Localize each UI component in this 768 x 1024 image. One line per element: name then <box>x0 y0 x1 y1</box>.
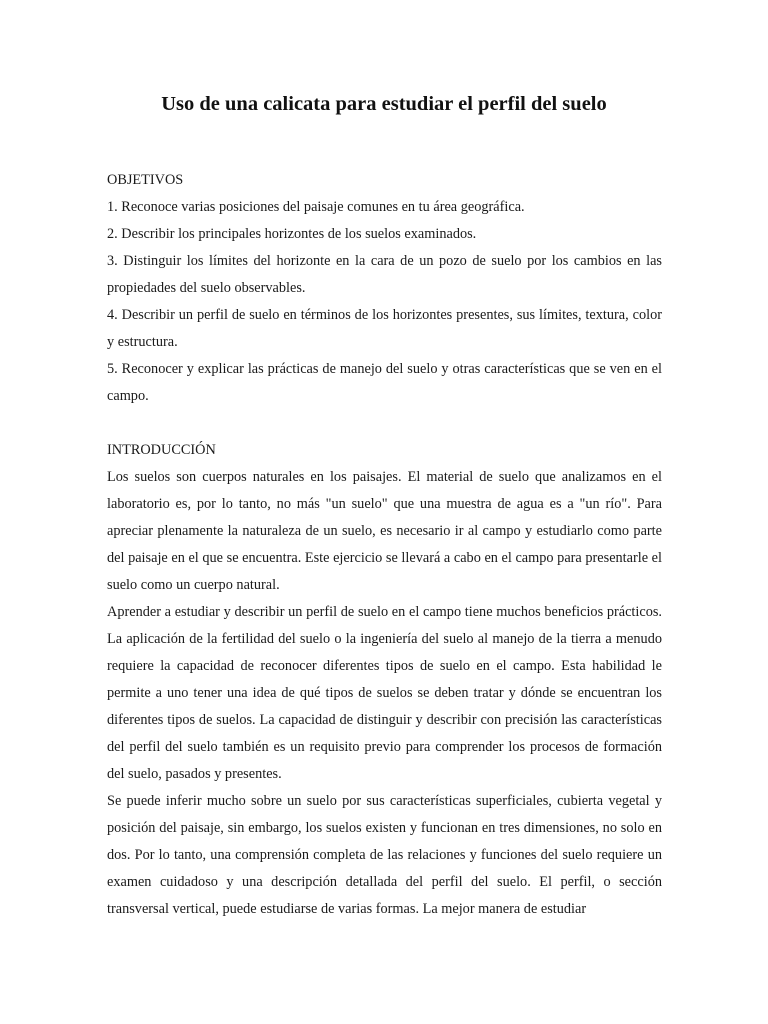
objectives-list <box>107 194 662 410</box>
document-body <box>107 167 662 923</box>
objective-item: 3. Distinguir los límites del horizonte en la cara de un pozo de suelo por los cambios en las propiedades del suelo observables. <box>107 253 662 296</box>
introduction-paragraph: Aprender a estudiar y describir un perfil de suelo en el campo tiene muchos beneficios prácticos. La aplicación de la fertilidad del suelo o la ingeniería del suelo al manejo de la tierra a menudo requiere la capacidad de reconocer diferentes tipos de suelo en el campo. Esta habilidad le permite a uno tener una idea de qué tipos de suelos se deben tratar y dónde se encuentran los diferentes tipos de suelos. La capacidad de distinguir y describir con precisión las características del perfil del suelo también es un requisito previo para comprender los procesos de formación del suelo, pasados y presentes. <box>107 604 662 782</box>
introduction-paragraph: Los suelos son cuerpos naturales en los paisajes. El material de suelo que analizamos en el laboratorio es, por lo tanto, no más "un suelo" que una muestra de agua es a "un río". Para apreciar plenamente la naturaleza de un suelo, es necesario ir al campo y estudiarlo como parte del paisaje en el que se encuentra. Este ejercicio se llevará a cabo en el campo para presentarle el suelo como un cuerpo natural. <box>107 469 662 593</box>
objective-item: 5. Reconocer y explicar las prácticas de manejo del suelo y otras características que se ven en el campo. <box>107 361 662 404</box>
objective-item: 1. Reconoce varias posiciones del paisaje comunes en tu área geográfica. <box>107 199 525 215</box>
introduction-heading: INTRODUCCIÓN <box>107 442 216 458</box>
introduction-paragraph: Se puede inferir mucho sobre un suelo por sus características superficiales, cubierta vegetal y posición del paisaje, sin embargo, los suelos existen y funcionan en tres dimensiones, no solo en dos. Por lo tanto, una comprensión completa de las relaciones y funciones del suelo requiere un examen cuidadoso y una descripción detallada del perfil del suelo. El perfil, o sección transversal vertical, puede estudiarse de varias formas. La mejor manera de estudiar <box>107 793 662 917</box>
objective-item: 2. Describir los principales horizontes de los suelos examinados. <box>107 226 477 242</box>
objectives-heading: OBJETIVOS <box>107 172 184 188</box>
document-title: Uso de una calicata para estudiar el perfil del suelo <box>161 93 607 115</box>
objective-item: 4. Describir un perfil de suelo en términos de los horizontes presentes, sus límites, textura, color y estructura. <box>107 307 662 350</box>
